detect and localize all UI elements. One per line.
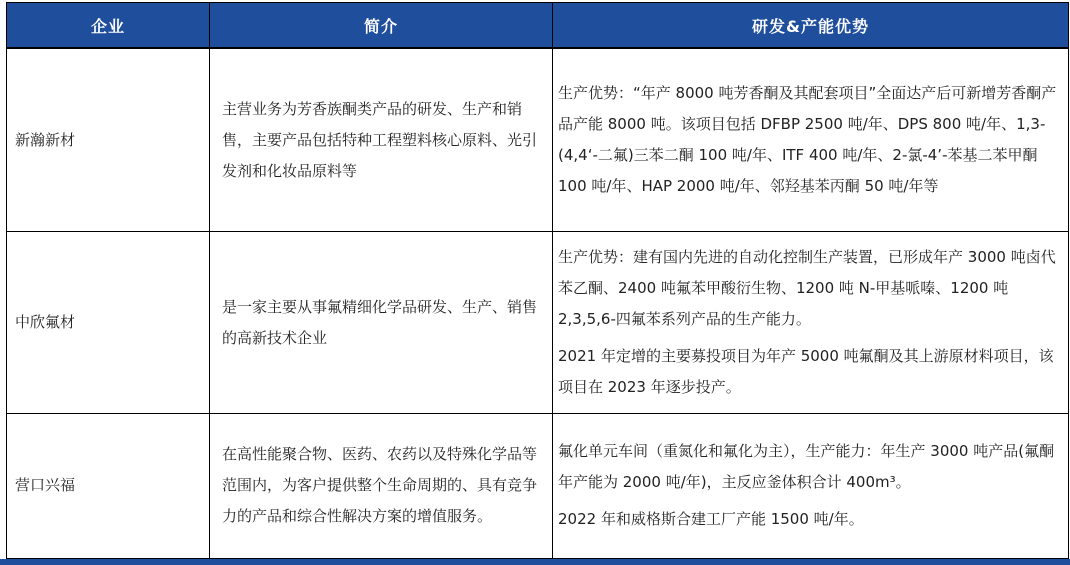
header-advantage: 研发&产能优势 — [553, 3, 1069, 49]
company-intro: 是一家主要从事氟精细化学品研发、生产、销售的高新技术企业 — [210, 232, 553, 413]
company-intro: 主营业务为芳香族酮类产品的研发、生产和销售，主要产品包括特种工程塑料核心原料、光引发剂和化妆品原料等 — [210, 48, 553, 232]
company-advantage — [553, 232, 1069, 413]
table-row — [7, 48, 1069, 232]
header-intro: 简介 — [210, 3, 553, 49]
company-advantage — [553, 48, 1069, 232]
table-row — [7, 413, 1069, 558]
table-row — [7, 232, 1069, 413]
company-name: 中欣氟材 — [7, 232, 210, 413]
advantage-paragraph: 氟化单元车间（重氮化和氟化为主），生产能力：年生产 3000 吨产品(氟酮年产能为 2000 吨/年)，主反应釜体积合计 400m³。 — [558, 442, 1055, 492]
advantage-paragraph: 2021 年定增的主要募投项目为年产 5000 吨氟酮及其上游原材料项目，该项目在 2023 年逐步投产。 — [558, 347, 1054, 397]
company-name: 新瀚新材 — [7, 48, 210, 232]
advantage-paragraph: 生产优势：建有国内先进的自动化控制生产装置，已形成年产 3000 吨卤代苯乙酮、2400 吨氟苯甲酸衍生物、1200 吨 N-甲基哌嗪、1200 吨 2,3,5,6-四氟苯系列产品的生产能力。 — [558, 248, 1056, 329]
advantage-paragraph: 生产优势：“年产 8000 吨芳香酮及其配套项目”全面达产后可新增芳香酮产品产能 8000 吨。该项目包括 DFBP 2500 吨/年、DPS 800 吨/年、1,3-(4,4‘-二氟)三苯二酮 100 吨/年、ITF 400 吨/年、2-氯-4’-苯基二苯甲酮 100 吨/年、HAP 2000 吨/年、邻羟基苯丙酮 50 吨/年等 — [558, 84, 1057, 196]
company-name: 营口兴福 — [7, 413, 210, 558]
company-comparison-table — [6, 2, 1069, 559]
bottom-accent-bar — [0, 559, 1070, 565]
advantage-paragraph: 2022 年和威格斯合建工厂产能 1500 吨/年。 — [558, 510, 864, 529]
company-intro: 在高性能聚合物、医药、农药以及特殊化学品等范围内，为客户提供整个生命周期的、具有竞争力的产品和综合性解决方案的增值服务。 — [210, 413, 553, 558]
header-company: 企业 — [7, 3, 210, 49]
company-advantage — [553, 413, 1069, 558]
header-row — [7, 3, 1069, 49]
